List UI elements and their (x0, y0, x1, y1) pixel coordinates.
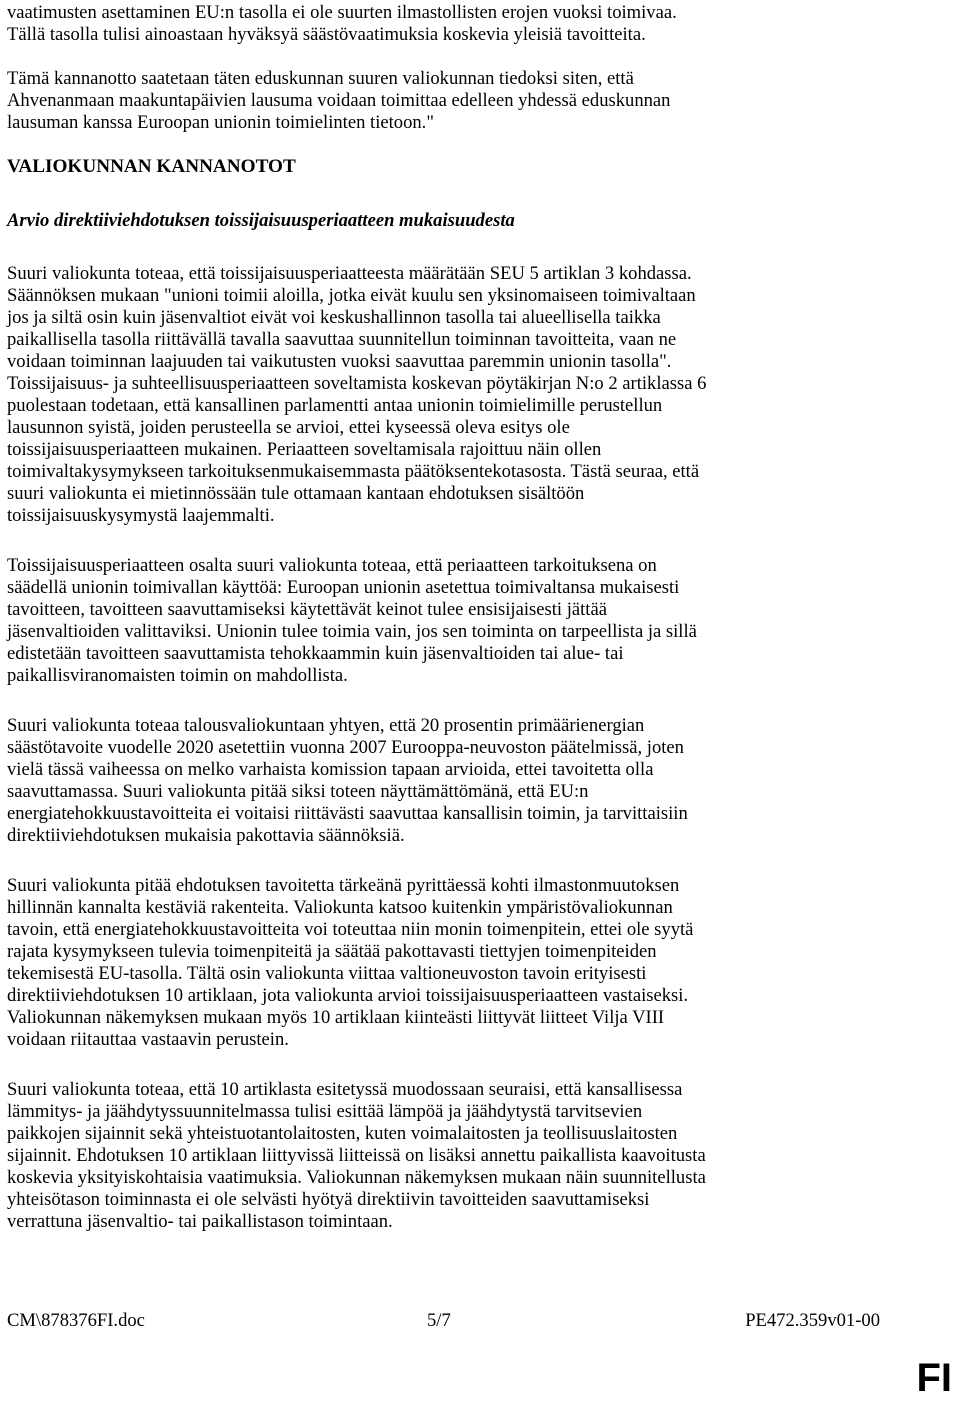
text-line: lausuman kanssa Euroopan unionin toimielinten tietoon." (7, 112, 434, 133)
text-line: toissijaisuuskysymystä laajemmalti. (7, 505, 275, 526)
text-line: Valiokunnan näkemyksen mukaan myös 10 artiklaan kiinteästi liittyvät liitteet Vilja VIII (7, 1007, 665, 1028)
intro-paragraph (7, 2, 927, 46)
quote-paragraph (7, 68, 927, 134)
section-heading: VALIOKUNNAN KANNANOTOT (7, 156, 296, 177)
text-line: voidaan toiminnan laajuuden tai vaikutusten vuoksi saavuttaa paremmin unionin tasolla". (7, 351, 672, 372)
text-line: Toissijaisuus- ja suhteellisuusperiaatteen soveltamista koskevan pöytäkirjan N:o 2 artiklassa 6 (7, 373, 707, 394)
text-line: vielä tässä vaiheessa on melko varhaista komission tapaan arvioida, ettei tavoitetta olla (7, 759, 654, 780)
text-line: tavoin, että energiatehokkuustavoitteita voi toteuttaa niin monin toimenpitein, ettei ole syytä (7, 919, 694, 940)
text-line: toissijaisuusperiaatteen mukainen. Periaatteen soveltamisala rajoittuu näin ollen (7, 439, 602, 460)
page-number: 5/7 (427, 1310, 451, 1331)
text-line: verrattuna jäsenvaltio- tai paikallistason toimintaan. (7, 1211, 393, 1232)
text-line: Suuri valiokunta toteaa talousvaliokuntaan yhtyen, että 20 prosentin primäärienergian (7, 715, 645, 736)
text-line: tavoitteen, tavoitteen saavuttamiseksi käytettävät keinot tulee ensisijaisesti jättää (7, 599, 607, 620)
text-line: puolestaan todetaan, että kansallinen parlamentti antaa unionin toimielimille perustellun (7, 395, 663, 416)
text-line: voidaan riitauttaa vastaavin perustein. (7, 1029, 289, 1050)
text-line: Säännöksen mukaan "unioni toimii aloilla, jotka eivät kuulu sen yksinomaiseen toimivaltaan (7, 285, 696, 306)
document-reference: CM\878376FI.doc (7, 1310, 145, 1331)
body-paragraph-5 (7, 1079, 927, 1233)
text-line: Suuri valiokunta toteaa, että 10 artiklasta esitetyssä muodossaan seuraisi, että kansallisessa (7, 1079, 683, 1100)
body-paragraph-4 (7, 875, 927, 1051)
text-line: saavuttamassa. Suuri valiokunta pitää siksi toteen näyttämättömänä, että EU:n (7, 781, 589, 802)
text-line: paikkojen sijainnit sekä yhteistuotantolaitosten, kuten voimalaitosten ja teollisuuslaitosten (7, 1123, 678, 1144)
text-line: tekemisestä EU-tasolla. Tältä osin valiokunta viittaa valtioneuvoston tavoin erityisesti (7, 963, 647, 984)
text-line: direktiiviehdotuksen 10 artiklaan, jota valiokunta arvioi toissijaisuusperiaatteen vastaiseksi. (7, 985, 689, 1006)
text-line: Tämä kannanotto saatetaan täten eduskunnan suuren valiokunnan tiedoksi siten, että (7, 68, 634, 89)
text-line: paikallisviranomaisten toimin on mahdollista. (7, 665, 348, 686)
body-paragraph-2 (7, 555, 927, 687)
text-line: Tällä tasolla tulisi ainoastaan hyväksyä säästövaatimuksia koskevia yleisiä tavoitteita. (7, 24, 646, 45)
text-line: Suuri valiokunta pitää ehdotuksen tavoitetta tärkeänä pyrittäessä kohti ilmastonmuutoksen (7, 875, 680, 896)
text-line: edistetään tavoitteen saavuttamista tehokkaammin kuin jäsenvaltioiden tai alue- tai (7, 643, 624, 664)
text-line: Toissijaisuusperiaatteen osalta suuri valiokunta toteaa, että periaatteen tarkoituksena on (7, 555, 657, 576)
section-subheading: Arvio direktiiviehdotuksen toissijaisuusperiaatteen mukaisuudesta (7, 210, 515, 231)
text-line: säädellä unionin toimivallan käyttöä: Euroopan unionin asetettua toimivaltansa mukaisesti (7, 577, 680, 598)
text-line: säästötavoite vuodelle 2020 asetettiin vuonna 2007 Eurooppa-neuvoston päätelmissä, joten (7, 737, 684, 758)
text-line: energiatehokkuustavoitteita ei voitaisi riittävästi saavuttaa kansallisin toimin, ja tarvittaisiin (7, 803, 688, 824)
pe-reference: PE472.359v01-00 (745, 1310, 880, 1331)
body-paragraph-3 (7, 715, 927, 847)
text-line: jäsenvaltioiden valittaviksi. Unionin tulee toimia vain, jos sen toiminta on tarpeellista ja sillä (7, 621, 697, 642)
text-line: koskevia yksityiskohtaisia vaatimuksia. Valiokunnan näkemyksen mukaan näin suunnitellusta (7, 1167, 706, 1188)
text-line: sijainnit. Ehdotuksen 10 artiklaan liittyvissä liitteissä on lisäksi annettu paikallista kaavoitusta (7, 1145, 706, 1166)
text-line: jos ja siltä osin kuin jäsenvaltiot eivät voi keskushallinnon tasolla tai alueellisella taikka (7, 307, 661, 328)
text-line: hillinnän kannalta kestäviä rakenteita. Valiokunta katsoo kuitenkin ympäristövaliokunnan (7, 897, 673, 918)
text-line: lausunnon syistä, joiden perusteella se arvioi, ettei kyseessä oleva esitys ole (7, 417, 570, 438)
text-line: vaatimusten asettaminen EU:n tasolla ei ole suurten ilmastollisten erojen vuoksi toimivaa. (7, 2, 677, 23)
text-line: direktiiviehdotuksen mukaisia pakottavia säännöksiä. (7, 825, 405, 846)
text-line: Ahvenanmaan maakuntapäivien lausuma voidaan toimittaa edelleen yhdessä eduskunnan (7, 90, 671, 111)
text-line: toimivaltakysymykseen tarkoituksenmukaisemmasta päätöksentekotasosta. Tästä seuraa, että (7, 461, 700, 482)
text-line: rajata kysymykseen tulevia toimenpiteitä ja säätää pakottavasti tiettyjen toimenpiteiden (7, 941, 657, 962)
text-line: yhteisötason toiminnasta ei ole selvästi hyötyä direktiivin tavoitteiden saavuttamiseksi (7, 1189, 650, 1210)
text-line: suuri valiokunta ei mietinnössään tule ottamaan kantaan ehdotuksen sisältöön (7, 483, 585, 504)
text-line: paikallisella tasolla riittävällä tavalla saavuttaa suunnitellun toiminnan tavoitteita, vaan ne (7, 329, 677, 350)
language-mark: FI (916, 1356, 952, 1400)
text-line: Suuri valiokunta toteaa, että toissijaisuusperiaatteesta määrätään SEU 5 artiklan 3 kohdassa. (7, 263, 692, 284)
document-body (7, 2, 927, 1233)
text-line: lämmitys- ja jäähdytyssuunnitelmassa tulisi esittää lämpöä ja jäähdytystä tarvitsevien (7, 1101, 643, 1122)
body-paragraph-1 (7, 263, 927, 527)
